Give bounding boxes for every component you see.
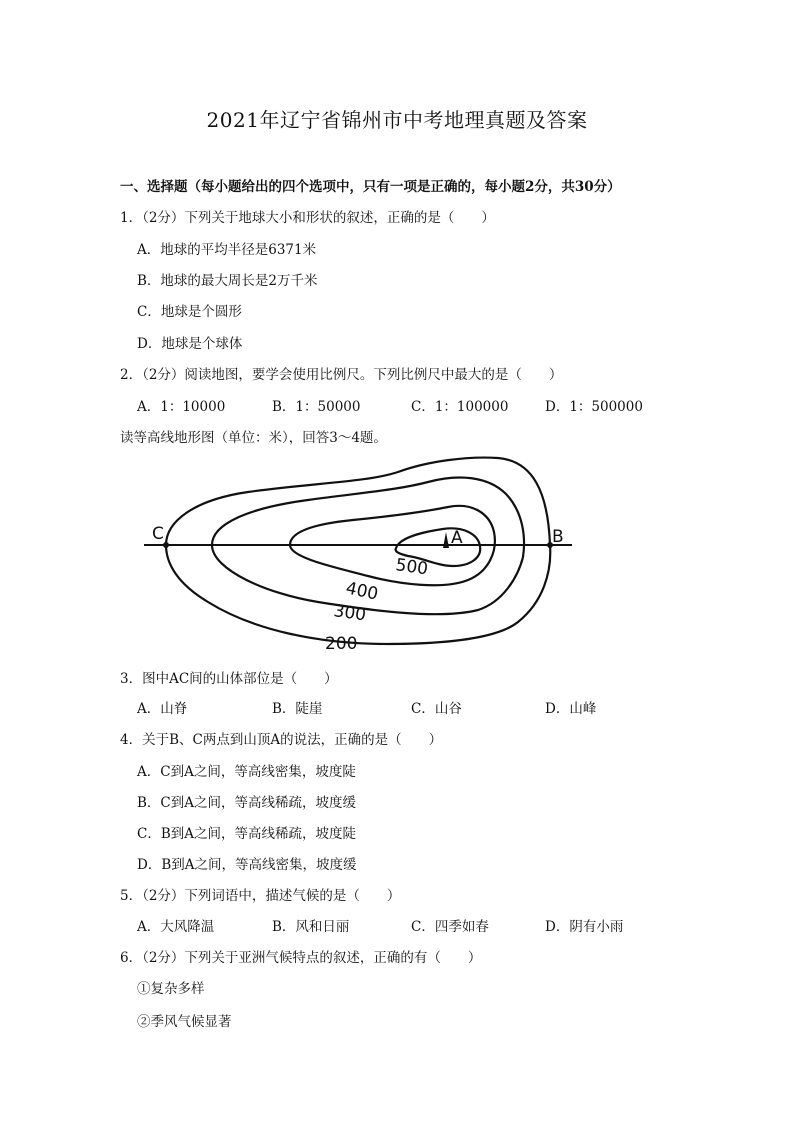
question-2-option-b: B．1：50000 [272, 399, 361, 415]
question-2-stem: 2．（2分）阅读地图，要学会使用比例尺。下列比例尺中最大的是（ ） [120, 367, 563, 383]
question-3-option-b: B．陡崖 [272, 701, 323, 717]
question-5-option-d: D．阴有小雨 [545, 919, 624, 935]
question-4-option-c: C．B到A之间，等高线稀疏，坡度陡 [137, 826, 356, 842]
question-3-option-c: C．山谷 [411, 701, 462, 717]
map-intro: 读等高线地形图（单位：米），回答3～4题。 [120, 430, 387, 446]
label-b: B [552, 527, 564, 547]
question-3-stem: 3．图中AC间的山体部位是（ ） [120, 671, 338, 687]
question-3-option-d: D．山峰 [545, 701, 597, 717]
contour-label-300: 300 [332, 601, 368, 626]
question-5-option-a: A．大风降温 [137, 919, 215, 935]
page-title: 2021年辽宁省锦州市中考地理真题及答案 [206, 108, 588, 132]
question-6-item-1: ①复杂多样 [137, 981, 205, 997]
question-1-option-c: C．地球是个圆形 [137, 304, 242, 320]
question-2-option-a: A．1：10000 [137, 399, 226, 415]
contour-label-200: 200 [325, 634, 358, 654]
question-2-option-c: C．1：100000 [411, 399, 509, 415]
question-6-stem: 6．（2分）下列关于亚洲气候特点的叙述，正确的有（ ） [120, 950, 482, 966]
question-3-option-a: A．山脊 [137, 701, 188, 717]
question-1-option-a: A．地球的平均半径是6371米 [137, 242, 317, 258]
label-a: A [451, 528, 463, 548]
question-1-option-b: B．地球的最大周长是2万千米 [137, 273, 318, 289]
question-4-option-b: B．C到A之间，等高线稀疏，坡度缓 [137, 795, 356, 811]
question-2-option-d: D．1：500000 [545, 399, 643, 415]
question-5-stem: 5．（2分）下列词语中，描述气候的是（ ） [120, 888, 401, 904]
question-1-stem: 1．（2分）下列关于地球大小和形状的叙述，正确的是（ ） [120, 210, 495, 226]
question-1-option-d: D．地球是个球体 [137, 336, 243, 352]
contour-label-500: 500 [394, 555, 430, 580]
point-c-marker [163, 542, 169, 548]
peak-a-marker [443, 532, 449, 548]
contour-map [138, 452, 578, 662]
section-heading: 一、选择题（每小题给出的四个选项中，只有一项是正确的，每小题2分，共30分） [120, 179, 621, 195]
contour-label-400: 400 [343, 578, 380, 605]
contour-map-svg [138, 452, 578, 662]
question-5-option-c: C．四季如春 [411, 919, 489, 935]
question-4-option-d: D．B到A之间，等高线密集，坡度缓 [137, 857, 357, 873]
label-c: C [152, 524, 164, 544]
question-6-item-2: ②季风气候显著 [137, 1014, 232, 1030]
question-4-option-a: A．C到A之间，等高线密集，坡度陡 [137, 764, 356, 780]
question-5-option-b: B．风和日丽 [272, 919, 350, 935]
question-4-stem: 4．关于B、C两点到山顶A的说法，正确的是（ ） [120, 732, 443, 748]
